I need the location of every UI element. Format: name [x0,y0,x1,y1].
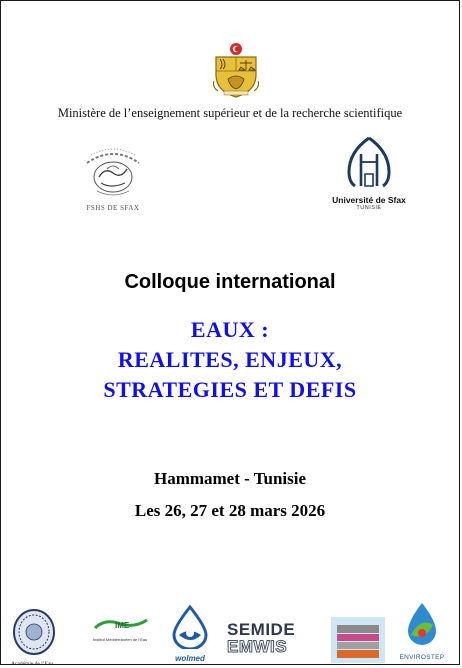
semide-emwis-logo [227,621,305,659]
emwis-label: EMWIS [227,637,288,656]
water-drop-icon [165,605,215,649]
semide-label: SEMIDE [227,620,296,639]
faculty-caption: FSHS DE SFAX [86,204,140,212]
books-icon [331,617,385,663]
wolmed-label: wolmed [175,654,205,663]
wolmed-logo [165,605,215,663]
title-line-2: REALITES, ENJEUX, [117,347,343,372]
enviro-drop-icon [399,601,445,649]
envirostep-logo [399,601,445,663]
event-dates: Les 26, 27 et 28 mars 2026 [134,501,326,520]
event-location: Hammamet - Tunisie [153,469,307,488]
ime-label: IME [115,621,130,630]
faculty-seal-icon [77,141,149,199]
envirostep-label: ENVIROSTEP [399,654,445,661]
ministry-name: Ministère de l’enseignement supérieur et de la recherche scientifique [57,106,403,120]
university-logo [321,134,417,224]
ime-caption: Institut Méditerranéen de l’Eau [93,637,148,642]
academie-seal-icon [11,606,57,656]
title-line-3: STRATEGIES ET DEFIS [103,377,357,402]
books-logo [331,617,385,663]
university-country: TUNISIE [356,205,382,211]
university-name: Université de Sfax [332,195,406,205]
university-emblem-icon [321,134,417,190]
academie-de-l-eau-logo [11,606,63,667]
academie-caption: Académie de l’Eau [11,661,54,667]
tunisia-coat-of-arms-icon [210,41,262,99]
faculty-logo [77,141,149,211]
event-type: Colloque international [124,271,336,293]
ime-logo [93,618,149,648]
title-line-1: EAUX : [190,317,270,342]
